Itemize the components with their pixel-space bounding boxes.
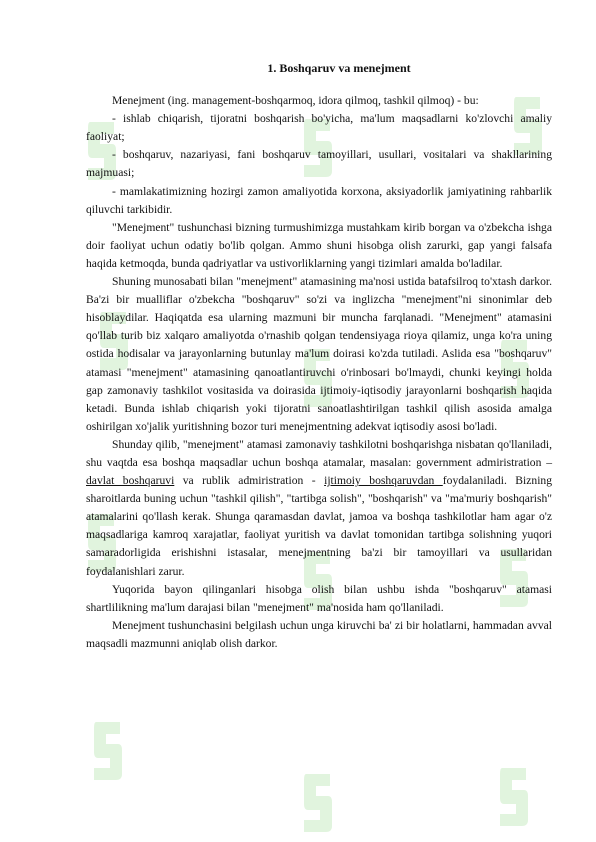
section-title: 1. Boshqaruv va menejment [267,61,411,75]
underlined-term-public-administration: ijtimoiy boshqaruvdan [324,474,443,488]
paragraph-usage [86,436,552,581]
text-run: va rublik admiristration - [174,474,325,488]
text-run: foydalaniladi. Bizning sharoitlarda buning uchun "tashkil qilish", "tartibga solish", "boshqarish" va "ma'muriy boshqarish" atamalarini qo'llash kerak. Shunga qaramasdan davlat, jamoa va boshqa tashkilotlar ham agar o'z maqsadlariga kamroq xarajatlar, faoliyat yuritish va davlat tomonidan tartibga solishning yuqori samaradorligida erishishni istasalar, menejmentning ba'zi bir tamoyillari va usullaridan foydalanishlari zarur. [86,474,553,578]
watermark-logo-icon [300,770,336,834]
watermark-logo-icon [496,764,532,828]
paragraph-definition: Menejment (ing. management-boshqarmoq, idora qilmoq, tashkil qilmoq) - bu: [112,94,479,108]
underlined-term-state-administration: davlat boshqaruvi [86,474,175,488]
list-item-practice: - ishlab chiqarish, tijoratni boshqarish bo'yicha, ma'lum maqsadlarni ko'zlovchi amaliy faoliyat; [86,112,552,144]
paragraph-term-meaning: Shuning munosabati bilan "menejment" atamasining ma'nosi ustida batafsilroq to'xtash darkor. Ba'zi bir mualliflar o'zbekcha "boshqaruv" so'zi va inglizcha "menejment"ni sinonimlar deb hisoblaydilar. Haqiqatda esa ularning mazmuni bir muncha farqlanadi. "Menejment" atamasini qo'llab turib biz xalqaro amaliyotda o'rnashib qolgan tendensiyaga rioya qilamiz, unga ko'ra uning ostida hodisalar va jarayonlarning butunlay ma'lum doirasi ko'zda tutiladi. Aslida esa "boshqaruv" atamasi "menejment" atamasining qanoatlantiruvchi o'rinbosari bo'lmaydi, chunki keyingi holda gap zamonaviy tashkilot vositasida va doirasida ijtimoiy-iqtisodiy jarayonlarni boshqarish haqida ketadi. Bunda ishlab chiqarish yoki tijoratni sanoatlashtirilgan tashkil qilish asosida amalga oshirilgan xo'jalik yuritishning bozor turi menejmentning adekvat iqtisodiy asosi bo'ladi. [86,275,552,433]
list-item-theory: - boshqaruv, nazariyasi, fani boshqaruv tamoyillari, usullari, vositalari va shakllarining majmuasi; [86,148,552,180]
text-run: Shunday qilib, "menejment" atamasi zamonaviy tashkilotni boshqarishga nisbatan qo'llaniladi, shu vaqtda esa boshqa maqsadlar uchun boshqa atamalar, masalan: government admiristration – [86,437,552,469]
paragraph-concept: "Menejment" tushunchasi bizning turmushimizga mustahkam kirib borgan va o'zbekcha ishga doir faoliyat uchun odatiy bo'lib qolgan. Ammo shuni hisobga olish zarurki, gap yangi falsafa haqida ketmoqda, bunda qadriyatlar va ustivorliklarning yangi tizimlari amalda bo'ladilar. [86,220,552,270]
watermark-logo-icon [90,718,126,782]
paragraph-next: Menejment tushunchasini belgilash uchun unga kiruvchi ba' zi bir holatlarni, hammadan avval maqsadli mazmunni aniqlab olish darkor. [86,618,552,650]
paragraph-conclusion: Yuqorida bayon qilinganlari hisobga olish bilan ushbu ishda "boshqaruv" atamasi shartlilikning ma'lum darajasi bilan "menejment" ma'nosida ham qo'llaniladi. [86,582,552,614]
list-item-leadership: - mamlakatimizning hozirgi zamon amaliyotida korxona, aksiyadorlik jamiyatining rahbarlik qiluvchi tarkibidir. [86,184,552,216]
document-body [86,59,552,653]
